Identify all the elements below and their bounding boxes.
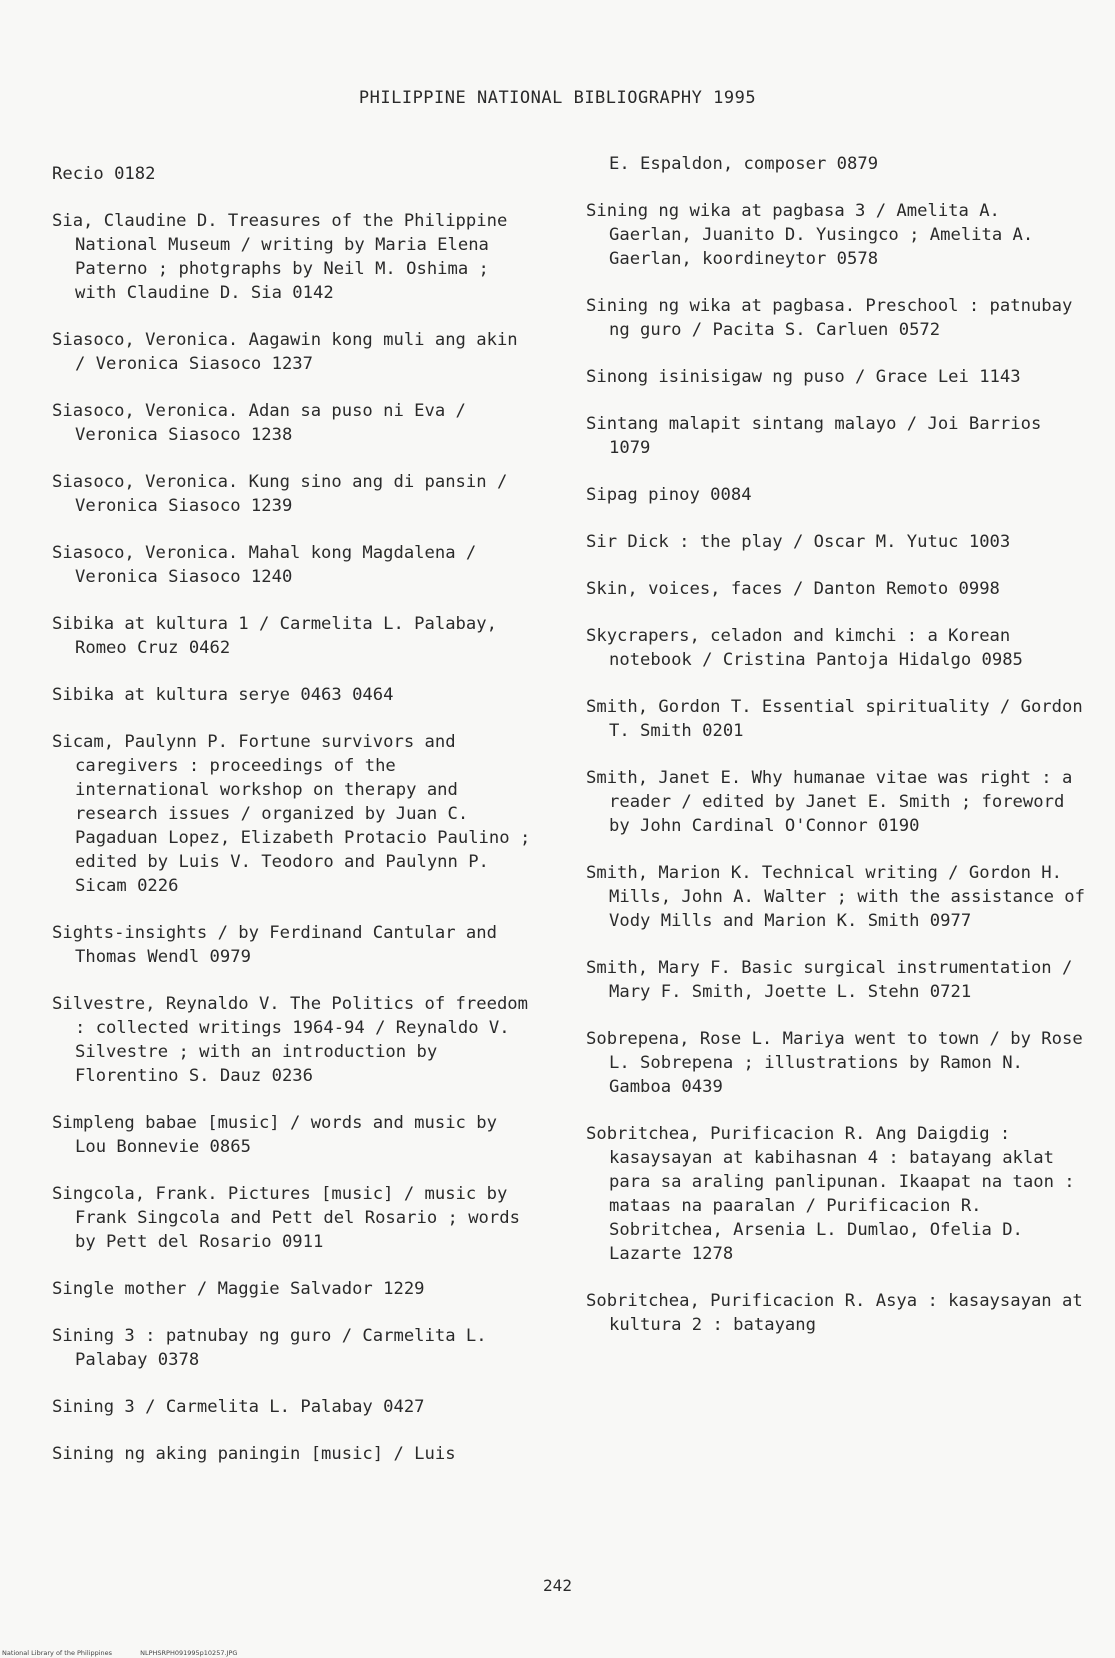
bib-entry: Sining ng aking paningin [music] / Luis [52,1444,456,1464]
bib-entry: Skin, voices, faces / Danton Remoto 0998 [586,579,1000,599]
bib-entry: Sining 3 : patnubay ng guro / Carmelita L. Palabay 0378 [52,1326,497,1370]
bib-entry: Sia, Claudine D. Treasures of the Philippine National Museum / writing by Maria Elena Paterno ; photgraphs by Neil M. Oshima ; with Claudine D. Sia 0142 [52,211,518,303]
left-column [52,162,541,1489]
bib-entry: Siasoco, Veronica. Mahal kong Magdalena / Veronica Siasoco 1240 [52,543,487,587]
bib-entry: Smith, Gordon T. Essential spirituality / Gordon T. Smith 0201 [586,697,1094,741]
bib-entry: Sobritchea, Purificacion R. Asya : kasaysayan at kultura 2 : batayang [586,1291,1094,1335]
bib-entry: Sibika at kultura serye 0463 0464 [52,685,394,705]
bib-entry: Sibika at kultura 1 / Carmelita L. Palabay, Romeo Cruz 0462 [52,614,508,658]
right-column [586,152,1096,1360]
bib-entry: Sights-insights / by Ferdinand Cantular and Thomas Wendl 0979 [52,923,508,967]
page-title: PHILIPPINE NATIONAL BIBLIOGRAPHY 1995 [358,88,757,108]
bib-entry: Sir Dick : the play / Oscar M. Yutuc 1003 [586,532,1011,552]
bib-entry: Smith, Janet E. Why humanae vitae was right : a reader / edited by Janet E. Smith ; foreword by John Cardinal O'Connor 0190 [586,768,1083,836]
bib-entry: Sicam, Paulynn P. Fortune survivors and caregivers : proceedings of the international workshop on therapy and research issues / organized by Juan C. Pagaduan Lopez, Elizabeth Protacio Paulino ; edited by Luis V. Teodoro and Paulynn P. Sicam 0226 [52,732,541,896]
bib-entry: Simpleng babae [music] / words and music by Lou Bonnevie 0865 [52,1113,508,1157]
bib-entry: Smith, Marion K. Technical writing / Gordon H. Mills, John A. Walter ; with the assistance of Vody Mills and Marion K. Smith 0977 [586,863,1096,931]
bib-entry-continuation: E. Espaldon, composer 0879 [609,154,879,174]
bib-entry: Silvestre, Reynaldo V. The Politics of freedom : collected writings 1964-94 / Reynaldo V. Silvestre ; with an introduction by Florentino S. Dauz 0236 [52,994,539,1086]
bib-entry: Sobritchea, Purificacion R. Ang Daigdig : kasaysayan at kabihasnan 4 : batayang aklat para sa araling panlipunan. Ikaapat na taon : mataas na paaralan / Purificacion R. Sobritchea, Arsenia L. Dumlao, Ofelia D. Lazarte 1278 [586,1124,1086,1264]
bib-entry: Sobrepena, Rose L. Mariya went to town / by Rose L. Sobrepena ; illustrations by Ramon N. Gamboa 0439 [586,1029,1094,1097]
bib-entry: Sining ng wika at pagbasa. Preschool : patnubay ng guro / Pacita S. Carluen 0572 [586,296,1083,340]
bib-entry: Sining 3 / Carmelita L. Palabay 0427 [52,1397,425,1417]
bib-entry: Singcola, Frank. Pictures [music] / music by Frank Singcola and Pett del Rosario ; words by Pett del Rosario 0911 [52,1184,531,1252]
bib-entry: Siasoco, Veronica. Kung sino ang di pansin / Veronica Siasoco 1239 [52,472,518,516]
library-name: National Library of the Philippines [2,1649,113,1657]
bib-entry: Sintang malapit sintang malayo / Joi Barrios 1079 [586,414,1052,458]
bib-entry: Siasoco, Veronica. Adan sa puso ni Eva / Veronica Siasoco 1238 [52,401,477,445]
page-number: 242 [543,1576,572,1595]
bib-entry: Skycrapers, celadon and kimchi : a Korean notebook / Cristina Pantoja Hidalgo 0985 [586,626,1023,670]
bib-entry: Single mother / Maggie Salvador 1229 [52,1279,425,1299]
bib-entry: Smith, Mary F. Basic surgical instrumentation / Mary F. Smith, Joette L. Stehn 0721 [586,958,1083,1002]
scan-footer [2,1649,263,1657]
bib-entry: Siasoco, Veronica. Aagawin kong muli ang akin / Veronica Siasoco 1237 [52,330,529,374]
file-id: NLPHSRPH091995p10257.JPG [140,1649,238,1657]
bib-entry: Sinong isinisigaw ng puso / Grace Lei 1143 [586,367,1021,387]
bib-entry: Recio 0182 [52,164,156,184]
bib-entry: Sining ng wika at pagbasa 3 / Amelita A. Gaerlan, Juanito D. Yusingco ; Amelita A. Gaerlan, koordineytor 0578 [586,201,1044,269]
bib-entry: Sipag pinoy 0084 [586,485,752,505]
